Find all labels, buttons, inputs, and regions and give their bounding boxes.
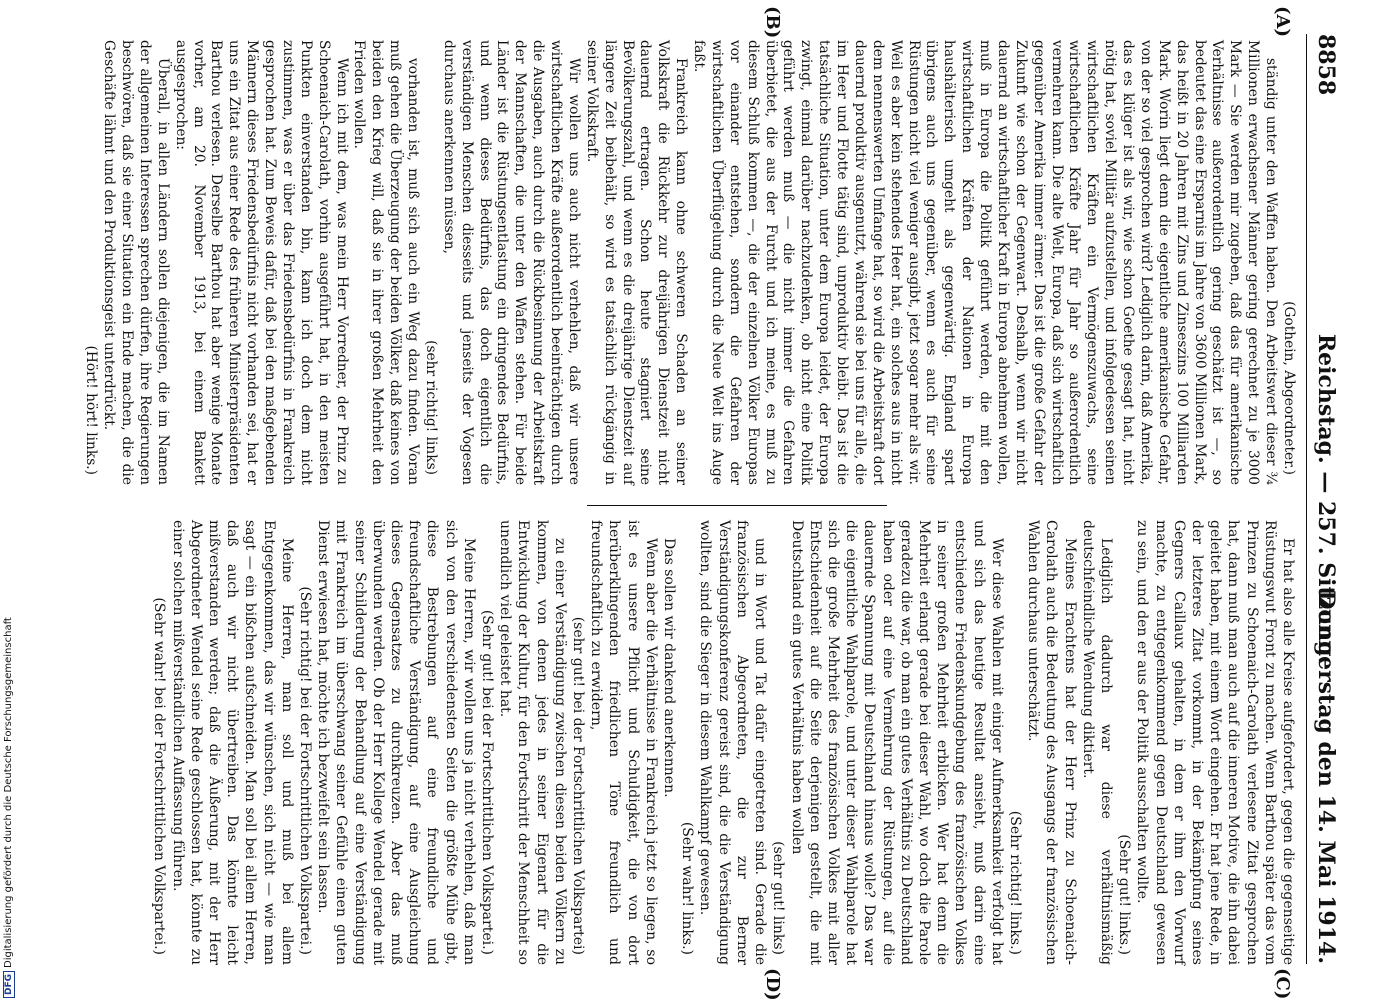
column-divider xyxy=(587,505,887,506)
margin-letter-c: (C) xyxy=(1272,968,1293,1000)
right-paragraph: Das sollen wir dankend anerkennen. xyxy=(661,538,678,798)
left-interjection: (sehr richtig! links) xyxy=(423,340,439,475)
footer-text: Digitalisierung gefördert durch die Deutsche Forschungsgemeinschaft xyxy=(3,617,14,968)
right-interjection: (Sehr wahr! bei der Fortschrittlichen Volkspartei.) xyxy=(151,597,168,955)
left-paragraph: vorhanden ist, muß sich auch ein Weg dazu finden. Voran muß gehen die Überzeugung der beiden Völker, daß keines von beiden den Krieg will, daß sie in ihrer großen Mehrheit den Frieden wollen. xyxy=(351,40,422,485)
right-interjection: (Sehr gut! bei der Fortschrittlichen Volkspartei.) xyxy=(479,609,496,955)
left-interjection: (Gothein, Abgeordneter.) xyxy=(1281,301,1297,475)
left-column xyxy=(82,40,1298,485)
right-paragraph: und in Wort und Tat dafür eingetreten sind. Gerade die französischen Abgeordneten, die zur Berner Verständigungskonferenz gereist sind, die die Verständigung wollten, sind die Sieger in diesem Wahlkampf gewesen. xyxy=(697,520,769,965)
right-interjection: (sehr gut! links) xyxy=(770,841,787,955)
right-interjection: (Sehr richtig! links.) xyxy=(1006,810,1023,955)
right-interjection: (sehr gut! bei der Fortschrittlichen Volkspartei) xyxy=(570,616,587,955)
margin-letter-d: (D) xyxy=(762,968,783,1001)
right-paragraph: zu einer Verständigung zwischen diesen beiden Völkern zu kommen, von denen jedes in seiner Eigenart für die Entwicklung der Kultur, für den Fortschritt der Menschheit so unendlich viel geleistet hat. xyxy=(497,520,568,965)
footer-credit xyxy=(2,0,16,1000)
right-column xyxy=(150,520,1297,965)
right-paragraph: Lediglich dadurch war diese verhältnismäßig deutschfeindliche Wendung diktiert. xyxy=(1079,520,1114,965)
left-interjection: (Hört! hört! links.) xyxy=(83,345,100,475)
margin-letter-a: (A) xyxy=(1272,6,1293,37)
left-paragraph: Frankreich kann ohne schweren Schaden an seiner Volkskraft die Rückkehr zur dreijährigen Dienstzeit nicht dauernd ertragen. Schon heute stagniert seine Bevölkerungszahl, und wenn es die dreijährige Dienstzeit auf längere Zeit beibehält, so wird es tatsächlich rückgängig in seiner Volkskraft. xyxy=(583,40,690,485)
right-paragraph: Meines Erachtens hat der Herr Prinz zu Schoenaich-Carolath auch die Bedeutung des Ausgangs der französischen Wahlen durchaus unterschätzt. xyxy=(1025,520,1078,965)
left-paragraph: Wir wollen uns auch nicht verhehlen, daß wir unsere wirtschaftlichen Kräfte außerordentlich beeinträchtigen durch die Ausgaben, auch durch die Rückbesinnung der Arbeitskraft der Mannschaften, die unter den Waffen stehen. Für beide Länder ist die Rüstungsentlastung ein dringendes Bedürfnis, und wenn dieses Bedürfnis, das doch eigentlich die verständigen Menschen diesseits und jenseits der Vogesen durchaus anerkennen müssen, xyxy=(440,40,582,485)
right-paragraph: Er hat also alle Kreise aufgefordert, gegen die gegenseitige Rüstungswut Front zu machen. Wenn Barthou später das vom Prinzen zu Schoenaich-Carolath verlesene Zitat gesprochen hat, dann muß man auch auf die inneren Motive, die ihn dabei geleitet haben, mit einem Wort eingehen. Er hat jene Rede, in der letzteres Zitat vorkommt, in der Bekämpfung seines Gegners Caillaux gehalten, in dem er ihm den Vorwurf machte, zu entgegenkommend gegen Deutschland gewesen zu sein, und den er aus der Politik ausschalten wollte. xyxy=(1134,520,1296,965)
right-interjection: (Sehr wahr! links.) xyxy=(679,821,696,955)
session-date: Donnerstag den 14. Mai 1914. xyxy=(1313,590,1339,964)
right-interjection: (Sehr gut! links.) xyxy=(1116,834,1133,955)
dfg-logo: DFG xyxy=(3,971,15,998)
right-interjection: (Sehr richtig! bei der Fortschrittlichen Volkspartei.) xyxy=(297,586,314,955)
page-header xyxy=(1306,34,1349,964)
session-title: Reichstag. — 257. Sitzung. xyxy=(1313,333,1339,665)
page-number: 8858 xyxy=(1313,34,1339,96)
left-paragraph: ständig unter den Waffen haben. Den Arbeitswert dieser ¾ Millionen erwachsener Männer gering gerechnet zu je 3000 Mark — Sie werden mir zugeben, daß das für amerikanische Verhältnisse außerordentlich gering geschätzt ist —, so bedeutet das eine Ersparnis im Jahre von 3600 Millionen Mark, das heißt in 20 Jahren mit Zins und Zinseszins 100 Milliarden Mark. Worin liegt denn die eigentliche amerikanische Gefahr, von der so viel gesprochen wird? Lediglich darin, daß Amerika, das es klüger ist als wir, wie schon Goethe gesagt hat, nicht nötig hat, soviel Militär aufzustellen, und infolgedessen seinen wirtschaftlichen Kräften ein Vermögenszuwachs, seine wirtschaftlichen Kräfte Jahr für Jahr so außerordentlich vermehren kann. Die alte Welt, Europa, daß sich wirtschaftlich gegenüber Amerika immer ärmer. Das ist die große Gefahr der Zukunft wie schon der Gegenwart. Deshalb, wenn wir nicht dauernd an wirtschaftlicher Kraft in Europa abnehmen wollen, muß in Europa die Politik geführt werden, die mit den wirtschaftlichen Kräften der Nationen in Europa haushälterisch umgeht als gegenwärtig. England spart übrigens auch uns gegenüber, wenn es auch für seine Rüstungen nicht viel weniger ausgibt, jetzt sogar mehr als wir. Weil es aber kein stehendes Heer hat, ein solches aus in nicht dem nennenswerten Umfange hat, so wird die Arbeitskraft dort dauernd produktiv ausgenutzt, während sie bei uns für alle, die im Heer und Flotte tätig sind, unproduktiv bleibt. Das ist die tatsächliche Situation, unter dem Europa leidet, der Europa zwingt, einmal darüber nachzudenken, ob nicht eine Politik geführt werden muß — die nicht immer die Gefahren überbietet, die aus der Furcht und ich meine, es muß zu diesem Schluß kommen —, die der einzelnen Völker Europas vor einander entstehen, sondern die Gefahren der wirtschaftlichen Überflügelung durch die Neue Welt ins Auge faßt. xyxy=(691,40,1280,485)
margin-letter-b: (B) xyxy=(762,6,783,39)
right-paragraph: Meine Herren, wir wollen uns ja nicht verhehlen, daß man sich von den verschiedensten Seiten die größte Mühe gibt, diese Bestrebungen auf eine freundliche und freundschaftliche Verständigung, auf eine Ausgleichung dieses Gegensatzes zu durchkreuzen. Aber das muß überwunden werden. Ob der Herr Kollege Wendel gerade mit seiner Schilderung der Behandlung auf eine Verständigung mit Frankreich im überschwang seiner Gefühle einen guten Dienst erwiesen hat, möchte ich bezweifelt sein lassen. xyxy=(315,520,477,965)
left-paragraph: Wenn ich mit dem, was mein Herr Vorredner, der Prinz zu Schoenaich-Carolath, vorhin ausgeführt hat, in den meisten Punkten einverstanden bin, kann ich doch dem nicht zustimmen, was er über das Friedensbedürfnis in Frankreich gesprochen hat. Zum Beweis dafür, daß bei den maßgebenden Männern dieses Friedensbedürfnis nicht vorhanden sei, hat er uns ein Zitat aus einer Rede des früheren Ministerpräsidenten Barthou verlesen. Derselbe Barthou hat aber wenige Monate vorher, am 20. November 1913, bei einem Bankett ausgesprochen: xyxy=(172,40,350,485)
right-paragraph: Wer diese Wahlen mit einiger Aufmerksamkeit verfolgt hat und sich das heutige Resultat ansieht, muß darin eine entschiedene Friedenskundgebung des französischen Volkes in seiner großen Mehrheit erblicken. Wer hat denn die Mehrheit erlangt gerade bei dieser Wahl, wo doch die Parole geradezu die war, ob man ein gutes Verhältnis zu Deutschland haben oder auf eine Vermehrung der Rüstungen, auf die dauernde Spannung mit Deutschland hinaus wolle? Das war die eigentliche Wahlparole, und unter dieser Wahlparole hat sich die große Mehrheit des französischen Volkes mit aller Entschiedenheit auf die Seite derjenigen gestellt, die mit Deutschland ein gutes Verhältnis haben wollen xyxy=(788,520,1005,965)
right-paragraph: Meine Herren, man soll und muß bei allem Entgegenkommen, das wir wünschen, sich nicht — wie man sagt — ein bißchen aufschneiden. Man soll bei allem Herren, daß auch wir nicht übertreiben. Das könnte leicht mißverstanden werden; daß die Äußerung, mit der Herr Abgeordneter Wendel seine Rede geschlossen hat, könnte zu einer solchen mißverständlichen Auffassung führen. xyxy=(169,520,295,965)
right-paragraph: Wenn aber die Verhältnisse in Frankreich jetzt so liegen, so ist es unsere Pflicht und Schuldigkeit, die von dort herüberklingenden friedlichen Töne freundlich und freundschaftlich zu erwidern, xyxy=(588,520,659,965)
left-paragraph: Überall, in allen Ländern sollen diejenigen, die im Namen der allgemeinen Interessen sprechen dürfen, ihre Regierungen beschwören, daß sie einer Situation ein Ende machen, die die Geschäfte lähmt und den Produktionsgeist unterdrückt. xyxy=(101,40,171,485)
